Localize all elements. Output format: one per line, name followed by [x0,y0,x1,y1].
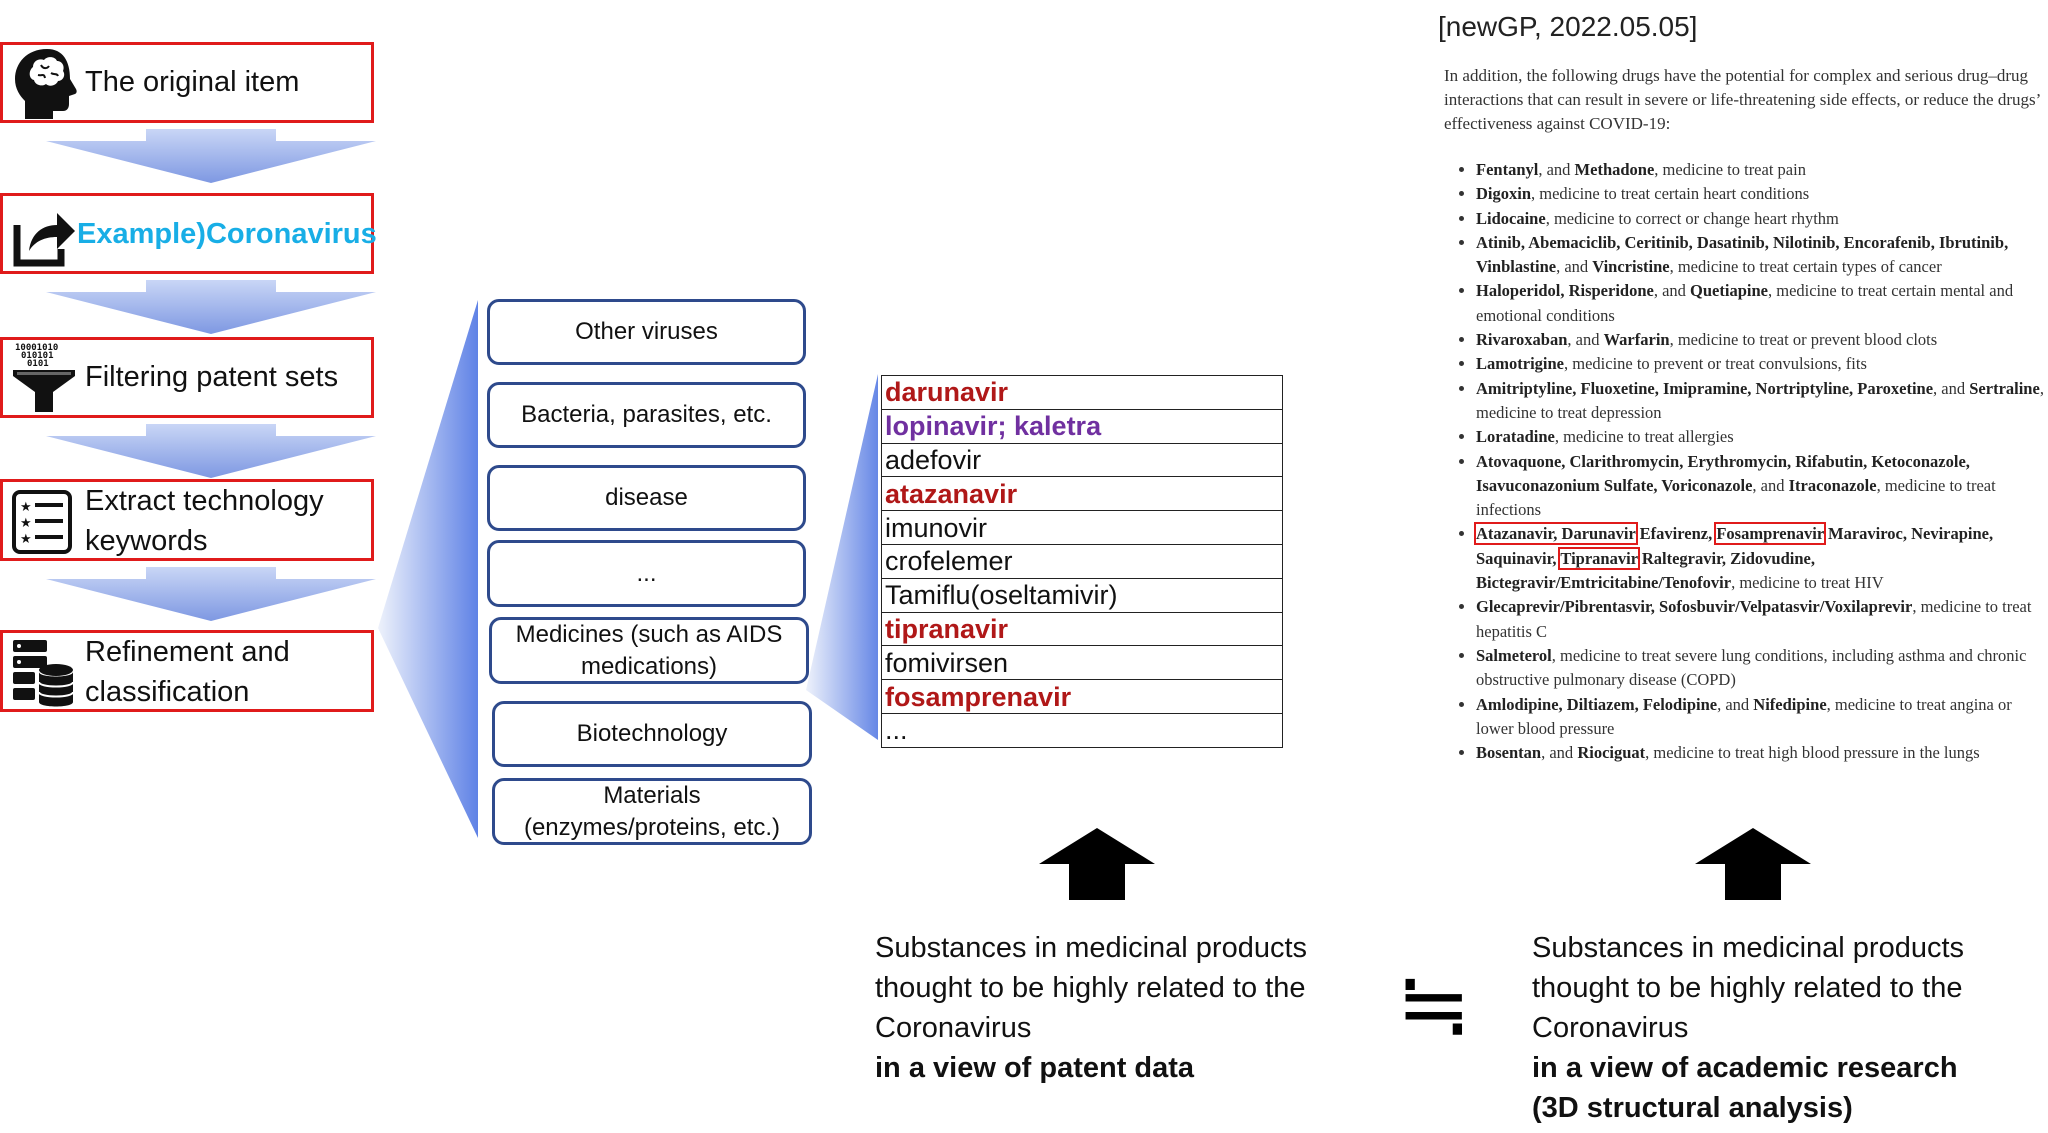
drug-term: Methadone [1574,160,1655,179]
caption-research-view [1532,928,2042,1128]
category-box: Other viruses [487,299,806,365]
drug-description: , and [1567,330,1604,350]
drug-row [882,713,1283,747]
svg-text:10001010: 10001010 [15,343,59,353]
step-filtering [0,337,374,418]
drug-name: fosamprenavir [882,680,1283,714]
drug-term: Amlodipine, Diltiazem, Felodipine [1476,694,1718,714]
down-arrow-icon [46,567,376,621]
source-title: [newGP, 2022.05.05] [1438,11,1698,42]
drug-description: , and [1653,281,1691,301]
drug-name: imunovir [882,511,1283,545]
drug-row [882,680,1283,714]
drug-term: Bosentan [1476,743,1542,763]
drug-name: lopinavir; kaletra [882,409,1283,443]
drug-term: Atinib, Abemaciclib, Ceritinib, Dasatinib, Nilotinib, Encorafenib, Ibrutinib, Vinblastine [1476,232,2009,277]
source-list-item [1476,182,2046,206]
step-extract-keywords [0,479,374,561]
caption-emphasis: in a view of patent data [875,1052,1195,1084]
approx-equal-symbol: ≒ [1396,952,1472,1057]
drug-term: Lamotrigine [1476,354,1564,374]
drug-name: ... [882,713,1283,747]
category-box: Materials (enzymes/proteins, etc.) [492,778,812,845]
source-list-item [1476,352,2046,376]
caption-line: thought to be highly related to the [1532,972,1963,1004]
star-list-icon [11,489,73,555]
category-box: Bacteria, parasites, etc. [487,382,806,448]
drug-description: , medicine to treat certain heart conditions [1531,184,1810,204]
drug-name: tipranavir [882,612,1283,646]
drug-row [882,544,1283,578]
step-label: The original item [85,66,300,98]
caption-line: Coronavirus [875,1012,1032,1044]
drug-description: , medicine to treat high blood pressure in the lungs [1645,743,1980,763]
drug-row [882,443,1283,477]
source-list-item [1476,595,2046,644]
drug-term: Quetiapine [1690,281,1768,301]
step-example [0,193,377,274]
binary-filter-icon [11,342,77,414]
source-list-item [1476,377,2046,426]
drug-description: , and [1538,160,1575,179]
drug-name: Tamiflu(oseltamivir) [882,578,1283,612]
drug-name: adefovir [882,443,1283,477]
drug-term: Riociguat [1577,743,1646,763]
drug-term: Amitriptyline, Fluoxetine, Imipramine, Nortriptyline, Paroxetine [1476,378,1934,398]
highlighted-drug-term: Fosamprenavir [1716,524,1824,544]
expansion-wedge-categories [378,298,488,838]
caption-line: Substances in medicinal products [1532,932,1965,964]
source-list-item [1476,644,2046,693]
svg-text:★: ★ [20,499,32,514]
caption-emphasis: in a view of academic research [1532,1052,1958,1084]
drug-description: , medicine to treat depression [1476,378,2044,422]
drug-term: Vincristine [1592,257,1670,277]
drug-term: Raltegravir, Zidovudine, Bictegravir/Emtricitabine/Tenofovir [1476,548,1815,593]
svg-text:010101: 010101 [21,351,54,361]
caption-patent-view [875,928,1395,1088]
caption-line: Coronavirus [1532,1012,1689,1044]
drug-name: darunavir [882,376,1283,410]
drug-term: Fentanyl [1476,160,1539,179]
category-box: Biotechnology [492,701,812,767]
database-icon [11,638,75,708]
drug-table [881,375,1283,748]
source-list-item [1476,158,2046,182]
drug-description: , medicine to correct or change heart rhythm [1545,208,1839,228]
caption-line: thought to be highly related to the [875,972,1306,1004]
drug-description: , medicine to treat pain [1654,160,1806,179]
svg-text:★: ★ [20,515,32,530]
down-arrow-icon [46,424,376,478]
source-list-item [1476,231,2046,280]
source-intro: In addition, the following drugs have the potential for complex and serious drug–drug interactions that can result in severe or life-threatening side effects, or reduce the drugs’ effectiveness against COVID-19: [1444,66,2041,133]
source-list-item [1476,207,2046,231]
step-refinement [0,630,374,712]
step-label: Refinement and classification [85,636,290,708]
source-list-item [1476,450,2046,523]
drug-description: , medicine to treat HIV [1731,573,1884,593]
category-box: disease [487,465,806,531]
drug-description: , and [1933,378,1970,398]
highlighted-drug-term: Tipranavir [1560,548,1638,568]
source-drug-list [1444,158,2046,765]
drug-name: fomivirsen [882,646,1283,680]
drug-term: Salmeterol [1476,645,1552,665]
drug-row [882,376,1283,410]
step-original-item [0,42,374,123]
category-box: ... [487,540,806,607]
drug-term: Sertraline [1969,378,2040,398]
source-list-item [1476,741,2046,765]
drug-term: Lidocaine [1476,208,1546,228]
drug-term: Glecaprevir/Pibrentasvir, Sofosbuvir/Velpatasvir/Voxilaprevir [1476,597,1913,617]
expansion-wedge-drugs [806,372,881,742]
drug-row [882,511,1283,545]
drug-term: Maraviroc, Nevirapine, Saquinavir, [1476,524,1994,568]
drug-term: Efavirenz, [1635,524,1717,544]
drug-description: , medicine to treat certain types of cancer [1669,257,1942,277]
caption-emphasis: (3D structural analysis) [1532,1092,1853,1124]
drug-row [882,646,1283,680]
drug-description: , medicine to treat or prevent blood clots [1669,330,1938,350]
step-label: Example)Coronavirus [77,218,377,250]
up-arrow-icon [1039,828,1155,900]
drug-description: , medicine to treat severe lung conditions, including asthma and chronic obstructive pulmonary disease (COPD) [1476,645,2027,690]
svg-text:★: ★ [20,531,32,546]
drug-description: , and [1556,257,1593,277]
drug-description: , medicine to prevent or treat convulsions, fits [1564,354,1867,374]
drug-description: , medicine to treat angina or lower blood pressure [1476,694,2012,738]
category-box: Medicines (such as AIDS medications) [489,617,809,684]
drug-row [882,578,1283,612]
drug-row [882,409,1283,443]
source-list-item [1476,425,2046,449]
drug-term: Loratadine [1476,427,1555,447]
up-arrow-icon [1695,828,1811,900]
svg-text:0101: 0101 [27,359,49,369]
drug-term: Atovaquone, Clarithromycin, Erythromycin, Rifabutin, Ketoconazole, Isavuconazonium Sulfate, Voriconazole [1476,451,1970,495]
step-label: Filtering patent sets [85,361,339,393]
step-label: Extract technology keywords [85,485,324,557]
down-arrow-icon [46,129,376,183]
drug-name: crofelemer [882,544,1283,578]
share-icon [11,203,79,269]
drug-term: Itraconazole [1788,475,1877,495]
drug-description: , medicine to treat certain mental and emotional conditions [1476,281,2014,325]
drug-row [882,477,1283,511]
drug-term: Rivaroxaban [1476,330,1568,350]
source-list-item [1476,522,2046,595]
head-brain-icon [11,45,83,121]
drug-term: Warfarin [1603,330,1670,350]
source-list-item [1476,328,2046,352]
source-list-item [1476,693,2046,742]
down-arrow-icon [46,280,376,334]
source-list-item [1476,279,2046,328]
drug-description: , medicine to treat allergies [1554,427,1734,447]
highlighted-drug-term: Atazanavir, Darunavir [1476,524,1636,544]
drug-term: Digoxin [1476,184,1532,204]
drug-term: Haloperidol, Risperidone [1476,281,1654,301]
drug-description: , and [1752,475,1789,495]
drug-row [882,612,1283,646]
drug-term: Nifedipine [1753,694,1827,714]
drug-name: atazanavir [882,477,1283,511]
drug-description: , medicine to treat infections [1476,475,1996,520]
caption-line: Substances in medicinal products [875,932,1308,964]
drug-description: , and [1541,743,1578,763]
drug-description: , and [1717,694,1754,714]
drug-description: , medicine to treat hepatitis C [1476,597,2032,641]
